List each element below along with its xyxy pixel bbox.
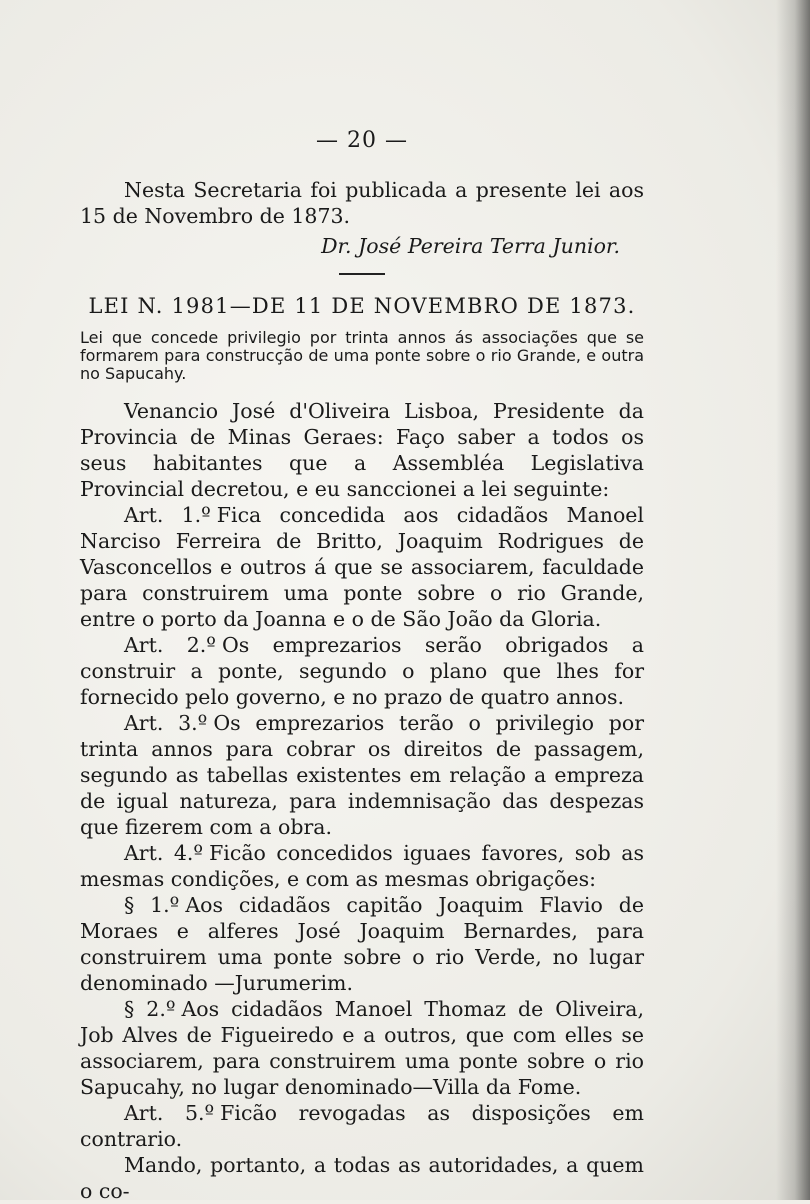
publication-note-text: Nesta Secretaria foi publicada a presente lei aos 15 de Novembro de 1873. — [80, 178, 644, 228]
article-text: Os emprezarios terão o privilegio por trinta annos para cobrar os direitos de passagem, segundo as tabellas existentes em relação a empreza de igual natureza, para indemnisação das despezas que fizerem com a obra. — [80, 711, 644, 839]
article-text: Os emprezarios serão obrigados a construir a ponte, segundo o plano que lhes for fornecido pelo governo, e no prazo de quatro annos. — [80, 633, 644, 709]
paragraph — [80, 996, 644, 1100]
law-summary: Lei que concede privilegio por trinta annos ás associações que se formarem para construcção de uma ponte sobre o rio Grande, e outra no Sapucahy. — [80, 328, 644, 383]
article-label: Art. 1.º — [124, 503, 211, 527]
article — [80, 632, 644, 710]
article — [80, 1100, 644, 1152]
page-number: — 20 — — [316, 128, 408, 153]
article — [80, 710, 644, 840]
binding-shadow — [776, 0, 810, 1200]
article — [80, 502, 644, 632]
preamble: Venancio José d'Oliveira Lisboa, Presidente da Provincia de Minas Geraes: Faço saber a todos os seus habitantes que a Assembléa Legislativa Provincial decretou, e eu sanccionei a lei seguinte: — [80, 399, 644, 501]
article-label: Art. 3.º — [124, 711, 208, 735]
publication-note — [80, 177, 644, 229]
signature: Dr. José Pereira Terra Junior. — [321, 234, 620, 258]
article-text: Fica concedida aos cidadãos Manoel Narciso Ferreira de Britto, Joaquim Rodrigues de Vasconcellos e outros á que se associarem, faculdade para construirem uma ponte sobre o rio Grande, entre o porto da Joanna e o de São João da Gloria. — [80, 503, 644, 631]
paragraph-text: Aos cidadãos Manoel Thomaz de Oliveira, Job Alves de Figueiredo e a outros, que com elles se associarem, para construirem uma ponte sobre o rio Sapucahy, no lugar denominado—Villa da Fome. — [80, 997, 644, 1099]
paragraph-label: § 2.º — [124, 997, 176, 1021]
closing-text: Mando, portanto, a todas as autoridades, a quem o co- — [80, 1153, 644, 1203]
article-label: Art. 5.º — [124, 1101, 215, 1125]
article-label: Art. 2.º — [124, 633, 216, 657]
paragraph-text: Aos cidadãos capitão Joaquim Flavio de Moraes e alferes José Joaquim Bernardes, para construirem uma ponte sobre o rio Verde, no lugar denominado —Jurumerim. — [80, 893, 644, 995]
separator-rule — [339, 273, 385, 275]
page-text — [80, 128, 644, 1204]
article-text: Ficão revogadas as disposições em contrario. — [80, 1101, 644, 1151]
article-text: Ficão concedidos iguaes favores, sob as mesmas condições, e com as mesmas obrigações: — [80, 841, 644, 891]
article — [80, 840, 644, 892]
article-label: Art. 4.º — [124, 841, 204, 865]
paragraph — [80, 892, 644, 996]
paragraph-label: § 1.º — [124, 893, 180, 917]
law-title: LEI N. 1981—DE 11 DE NOVEMBRO DE 1873. — [88, 294, 636, 318]
